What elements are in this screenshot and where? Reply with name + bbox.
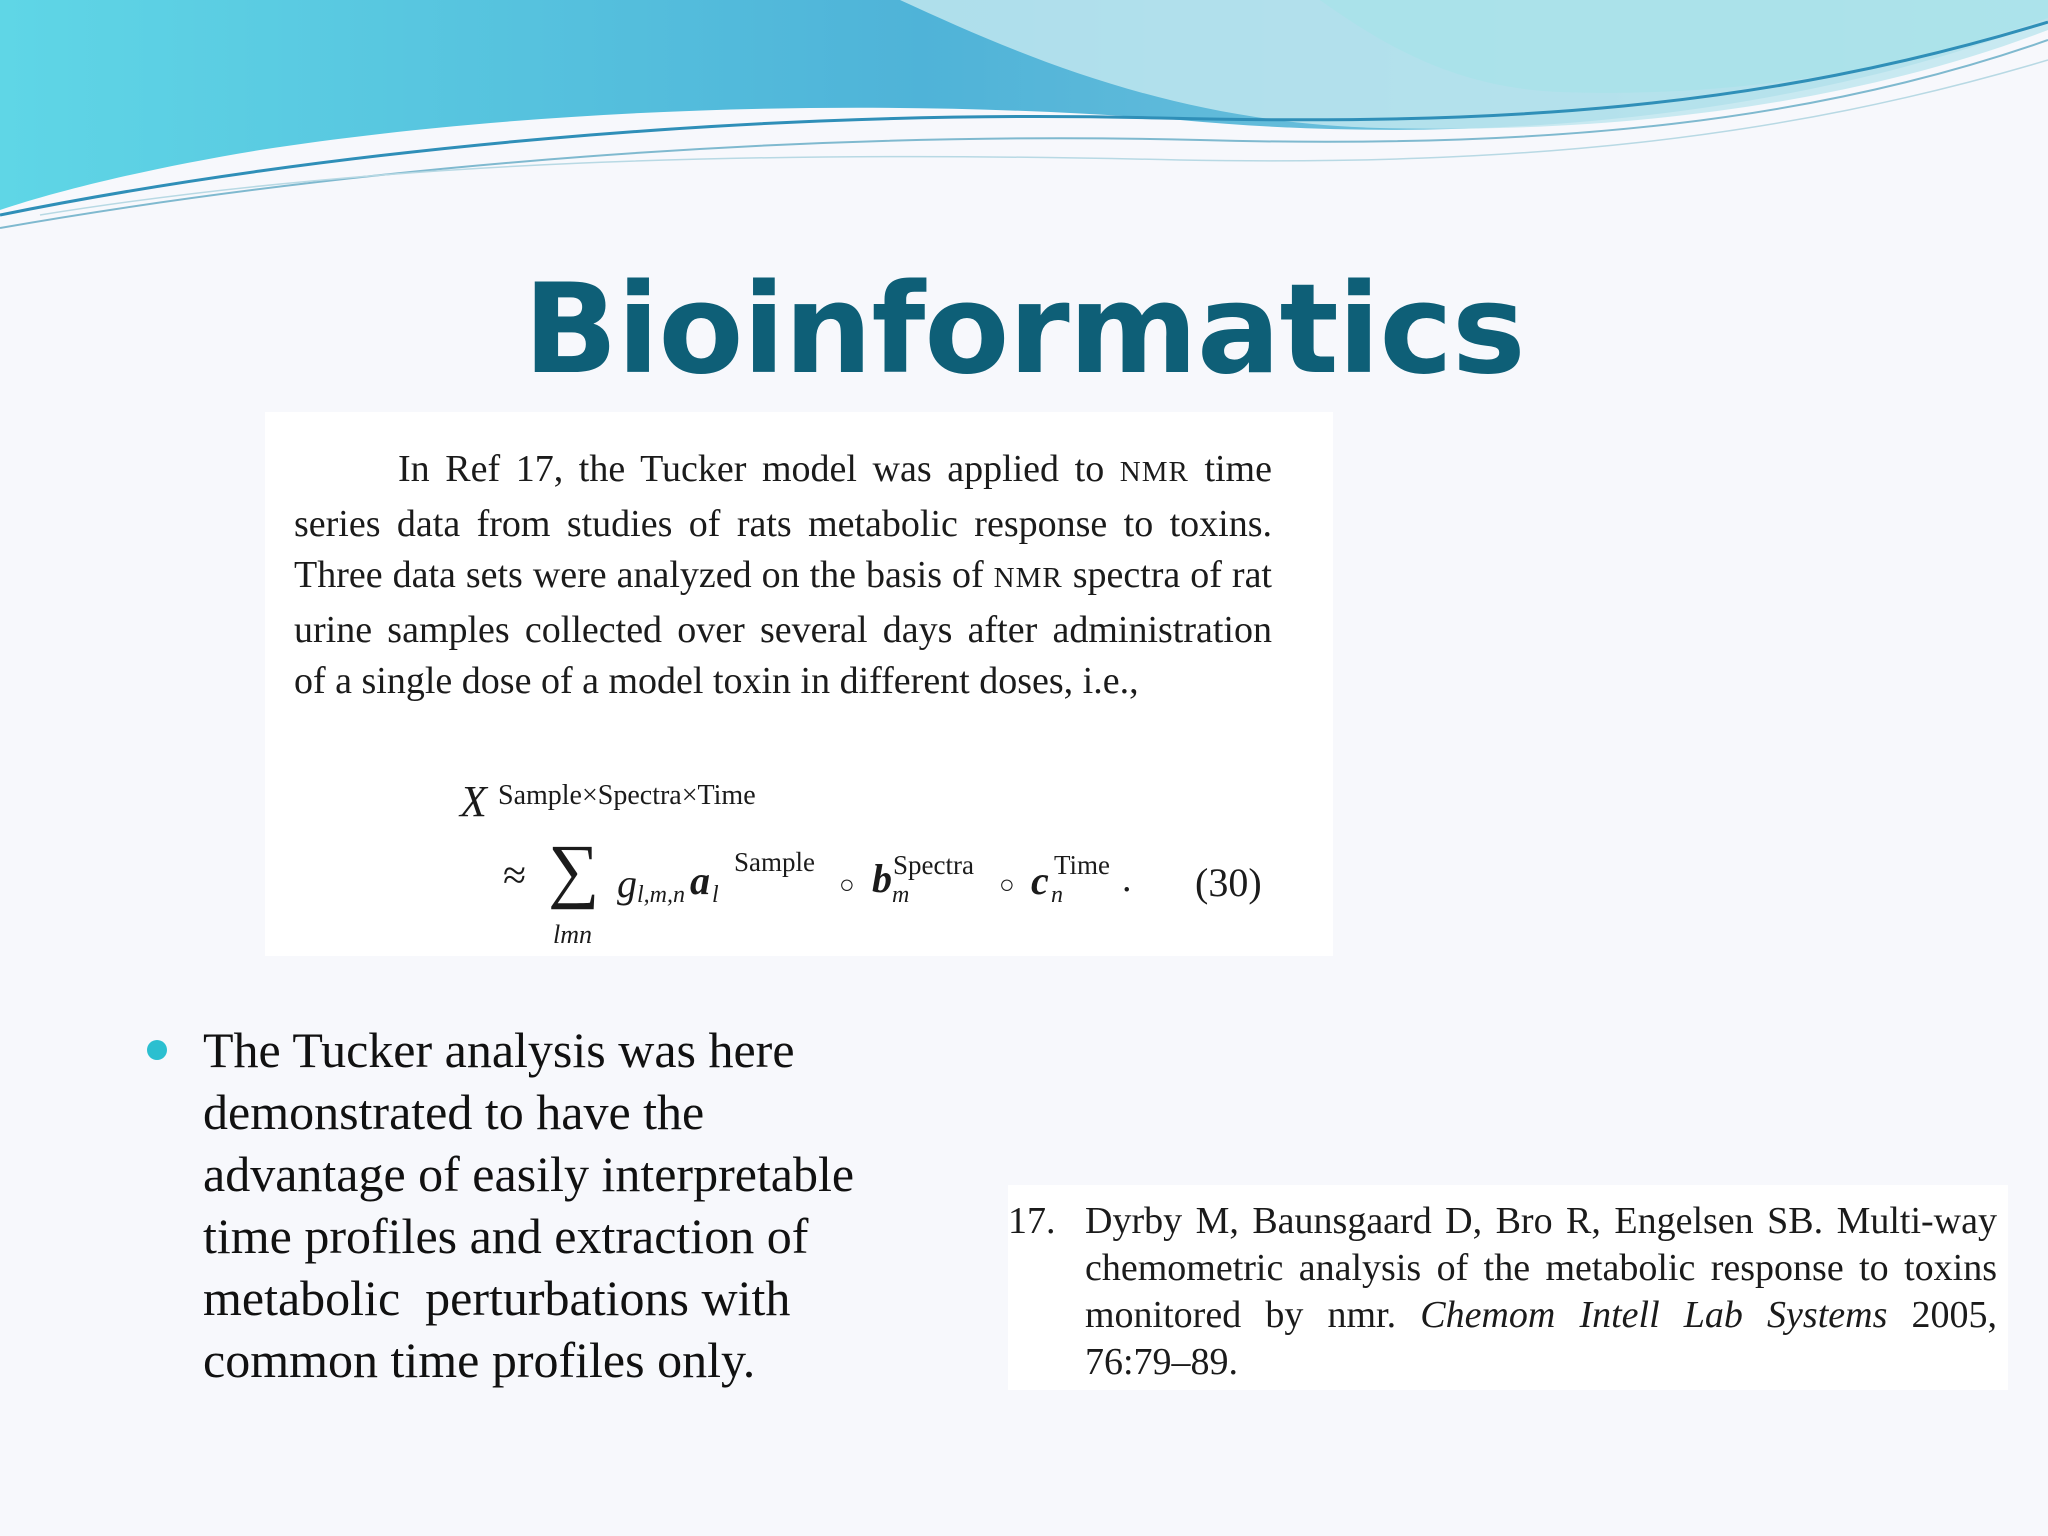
eq-c-sub: n	[1051, 882, 1063, 908]
bullet-line: time profiles and extraction of	[203, 1208, 809, 1264]
slide-title: Bioinformatics	[523, 258, 1525, 402]
eq-approx: ≈	[503, 853, 527, 899]
eq-a-symbol: a	[690, 858, 710, 903]
eq-outer-1: ○	[839, 870, 855, 899]
reference-authors: Dyrby M, Baunsgaard D, Bro R, Engelsen SB. Multi-way chemometric analysis of the metabolic response to toxins monitored by nmr.	[1085, 1200, 1997, 1336]
excerpt-nmr-1: NMR	[1119, 456, 1189, 488]
reference-text	[1085, 1198, 1997, 1386]
eq-outer-2: ○	[999, 870, 1015, 899]
reference-journal: Chemom Intell Lab Systems	[1420, 1294, 1888, 1336]
eq-b-sub: m	[892, 882, 910, 908]
eq-sum-index: lmn	[553, 920, 592, 949]
eq-core-sub: l,m,n	[637, 882, 685, 908]
eq-end-dot: .	[1122, 858, 1132, 900]
reference-citation-image	[1008, 1185, 2008, 1390]
bullet-line: metabolic perturbations with	[203, 1270, 791, 1326]
eq-a-sup: Sample	[734, 847, 815, 877]
header-wave-decoration	[0, 0, 2048, 240]
bullet-line: advantage of easily interpretable	[203, 1146, 855, 1202]
eq-b-symbol: b	[872, 856, 892, 901]
bullet-line: The Tucker analysis was here	[203, 1022, 795, 1078]
bullet-line: demonstrated to have the	[203, 1084, 705, 1140]
bullet-line: common time profiles only.	[203, 1332, 756, 1388]
excerpt-text-a: In Ref 17, the Tucker model was applied to	[398, 448, 1120, 490]
reference-number: 17.	[1008, 1200, 1056, 1242]
eq-number: (30)	[1195, 860, 1262, 905]
bullet-dot-icon	[147, 1040, 167, 1060]
eq-c-sup: Time	[1054, 850, 1111, 880]
tucker-equation	[265, 412, 1333, 956]
eq-core: g	[617, 861, 637, 906]
excerpt-text-b: time series data from studies of rats metabolic response to toxins. Three data sets were analyzed on the basis of	[294, 448, 1272, 596]
eq-sum: ∑	[548, 830, 600, 910]
eq-c-symbol: c	[1031, 858, 1049, 903]
eq-a-sub: l	[712, 882, 719, 908]
reference-details: 2005, 76:79–89.	[1085, 1294, 1998, 1383]
eq-b-sup: Spectra	[893, 850, 974, 880]
excerpt-nmr-2: NMR	[993, 562, 1063, 594]
eq-tensor-superscript: Sample×Spectra×Time	[498, 780, 756, 811]
bullet-point	[203, 1019, 963, 1391]
excerpt-text-c: spectra of rat urine samples collected over several days after administration of a single dose of a model toxin in different doses, i.e.,	[294, 554, 1272, 702]
eq-tensor-symbol: X	[460, 777, 487, 826]
paper-excerpt-image	[265, 412, 1333, 956]
